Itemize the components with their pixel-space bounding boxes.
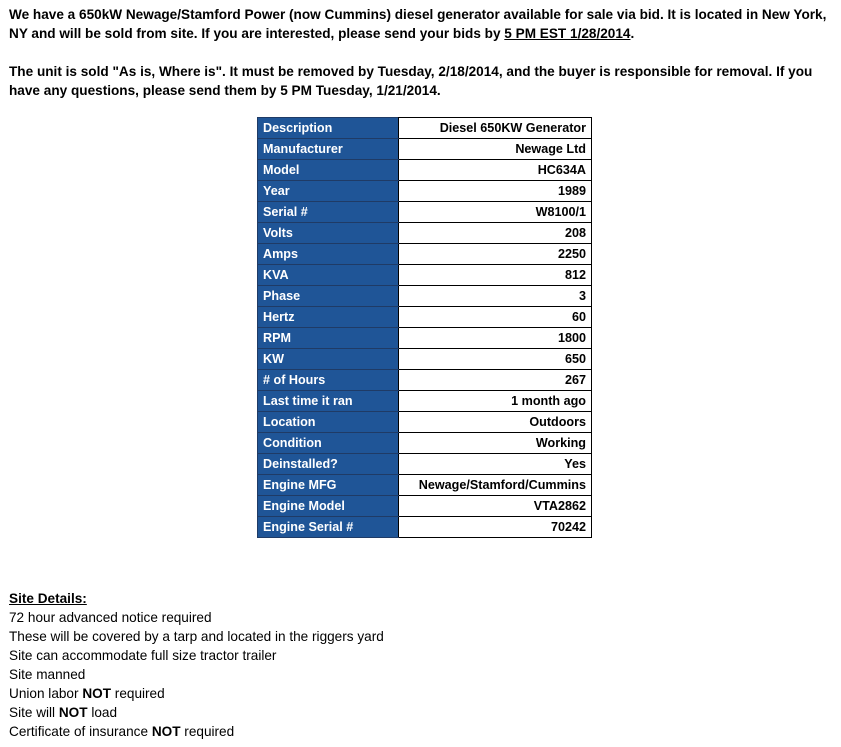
table-row <box>258 307 592 328</box>
site-detail-line <box>9 684 384 703</box>
spec-label: Amps <box>258 244 399 265</box>
table-row <box>258 244 592 265</box>
spec-value: 208 <box>399 223 592 244</box>
table-row <box>258 517 592 538</box>
site-detail-line: Site manned <box>9 667 86 682</box>
spec-value: Working <box>399 433 592 454</box>
table-row <box>258 223 592 244</box>
spec-label: Hertz <box>258 307 399 328</box>
spec-label: Deinstalled? <box>258 454 399 475</box>
spec-value: Newage/Stamford/Cummins <box>399 475 592 496</box>
site-detail-text: required <box>180 724 235 739</box>
table-row <box>258 370 592 391</box>
site-detail-text: Certificate of insurance <box>9 724 152 739</box>
table-row <box>258 286 592 307</box>
spec-value: 1 month ago <box>399 391 592 412</box>
spec-label: Model <box>258 160 399 181</box>
spec-value: Outdoors <box>399 412 592 433</box>
spec-label: KVA <box>258 265 399 286</box>
intro-text: We have a 650kW Newage/Stamford Power (now Cummins) diesel generator available for sale via bid. It is located in New York, NY and will be sold from site. If you are interested, please send your bids by <box>9 7 827 41</box>
intro-period: . <box>630 26 635 41</box>
site-detail-emphasis: NOT <box>82 686 112 701</box>
spec-label: Phase <box>258 286 399 307</box>
table-row <box>258 349 592 370</box>
table-row <box>258 433 592 454</box>
table-row <box>258 496 592 517</box>
spec-label: KW <box>258 349 399 370</box>
site-details-heading: Site Details: <box>9 591 87 606</box>
spec-value: 2250 <box>399 244 592 265</box>
site-detail-text: required <box>111 686 165 701</box>
table-row <box>258 139 592 160</box>
spec-value: Yes <box>399 454 592 475</box>
spec-label: Location <box>258 412 399 433</box>
spec-value: W8100/1 <box>399 202 592 223</box>
spec-value: HC634A <box>399 160 592 181</box>
spec-label: Last time it ran <box>258 391 399 412</box>
bid-deadline: 5 PM EST 1/28/2014 <box>504 26 631 41</box>
spec-label: Engine Model <box>258 496 399 517</box>
spec-table <box>257 117 592 538</box>
spec-value: Newage Ltd <box>399 139 592 160</box>
intro-paragraph-terms: The unit is sold "As is, Where is". It must be removed by Tuesday, 2/18/2014, and the buyer is responsible for removal. If you have any questions, please send them by 5 PM Tuesday, 1/21/2014. <box>9 64 813 98</box>
site-detail-line <box>9 703 384 722</box>
table-row <box>258 160 592 181</box>
spec-value: 3 <box>399 286 592 307</box>
table-row <box>258 454 592 475</box>
spec-label: # of Hours <box>258 370 399 391</box>
spec-value: 1989 <box>399 181 592 202</box>
spec-value: 812 <box>399 265 592 286</box>
spec-value: VTA2862 <box>399 496 592 517</box>
site-detail-line <box>9 722 384 741</box>
spec-value: 70242 <box>399 517 592 538</box>
table-row <box>258 328 592 349</box>
table-row <box>258 265 592 286</box>
spec-label: Volts <box>258 223 399 244</box>
spec-value: Diesel 650KW Generator <box>399 118 592 139</box>
site-detail-emphasis: NOT <box>151 724 181 739</box>
spec-label: Serial # <box>258 202 399 223</box>
site-detail-text: Union labor <box>9 686 83 701</box>
site-detail-line: 72 hour advanced notice required <box>9 610 212 625</box>
table-row <box>258 391 592 412</box>
spec-label: Engine Serial # <box>258 517 399 538</box>
spec-label: Condition <box>258 433 399 454</box>
site-detail-text: load <box>87 705 118 720</box>
site-detail-line: Site can accommodate full size tractor trailer <box>9 648 277 663</box>
table-row <box>258 181 592 202</box>
table-row <box>258 118 592 139</box>
intro-paragraph-bid <box>9 5 835 43</box>
site-detail-text: Site will <box>9 705 59 720</box>
table-row <box>258 475 592 496</box>
site-detail-emphasis: NOT <box>58 705 88 720</box>
spec-value: 1800 <box>399 328 592 349</box>
spec-label: RPM <box>258 328 399 349</box>
site-details <box>9 589 384 741</box>
table-row <box>258 412 592 433</box>
spec-label: Year <box>258 181 399 202</box>
spec-label: Manufacturer <box>258 139 399 160</box>
table-row <box>258 202 592 223</box>
spec-value: 60 <box>399 307 592 328</box>
spec-label: Description <box>258 118 399 139</box>
spec-value: 650 <box>399 349 592 370</box>
spec-label: Engine MFG <box>258 475 399 496</box>
site-detail-line: These will be covered by a tarp and located in the riggers yard <box>9 629 384 644</box>
spec-value: 267 <box>399 370 592 391</box>
